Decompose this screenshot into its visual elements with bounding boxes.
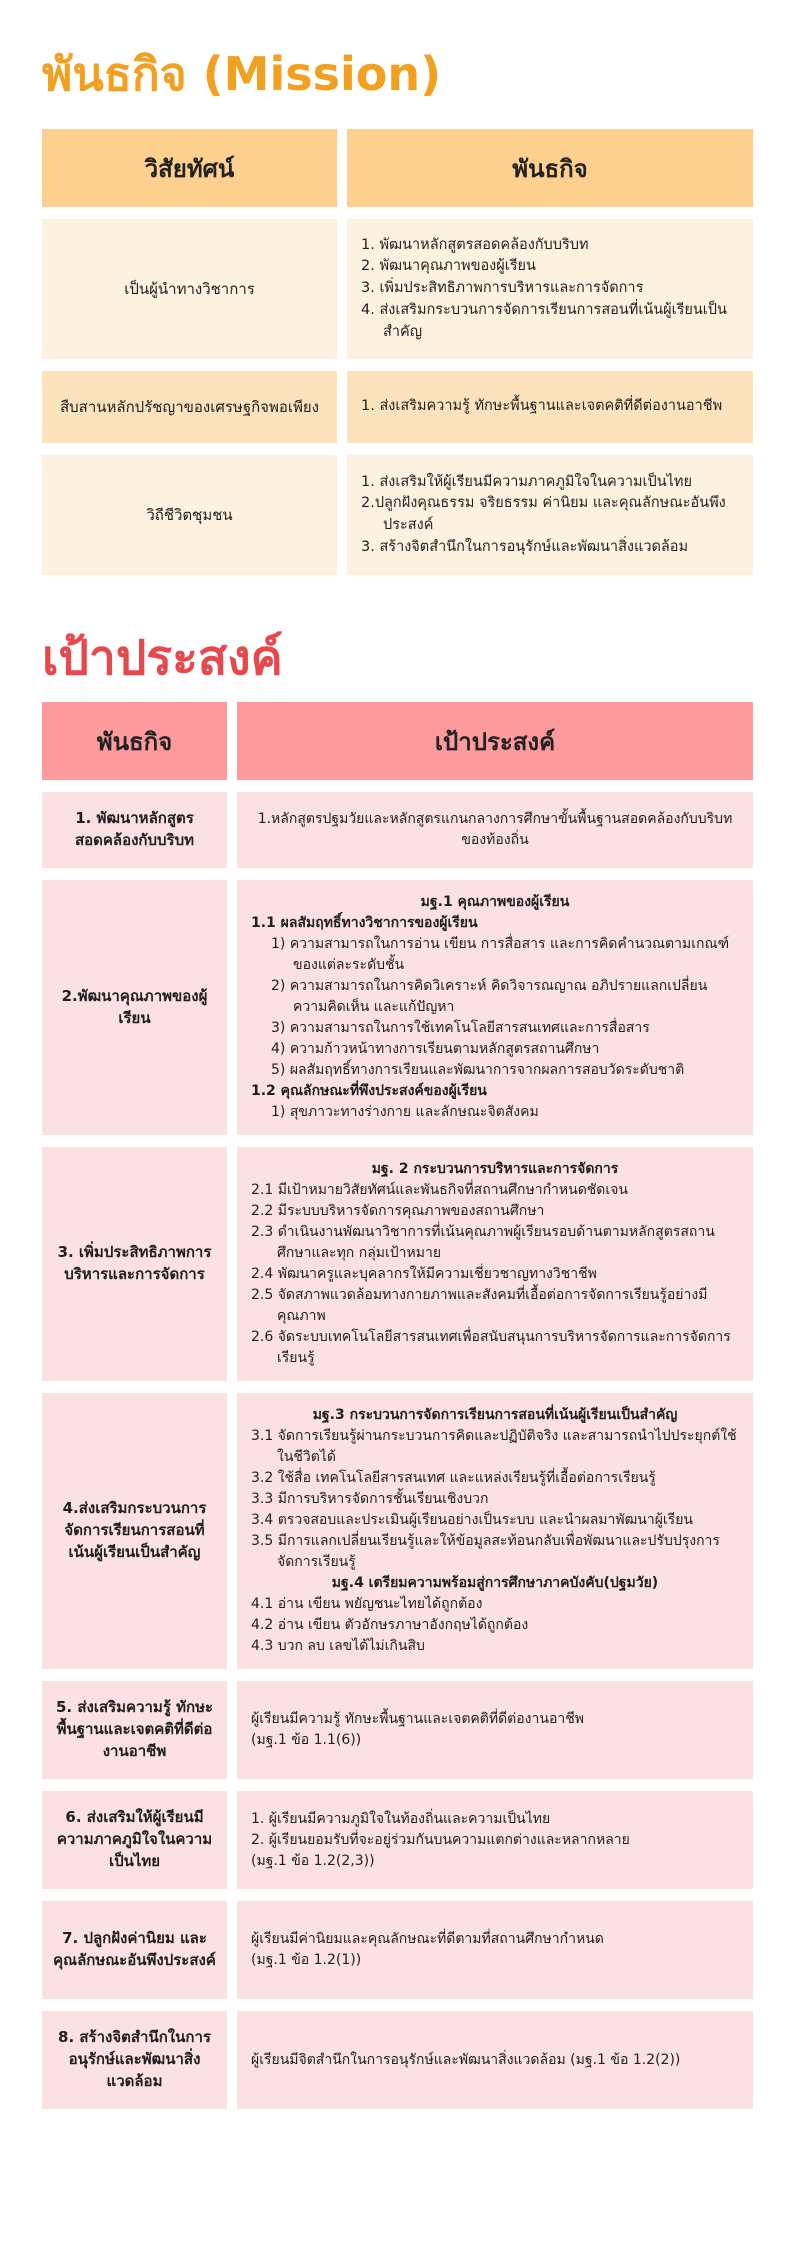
list-item: 3.4 ตรวจสอบและประเมินผู้เรียนอย่างเป็นระบบ และนำผลมาพัฒนาผู้เรียน xyxy=(251,1512,693,1528)
goal-line: (มฐ.1 ข้อ 1.1(6)) xyxy=(251,1732,362,1748)
list-item: 1. พัฒนาหลักสูตรสอดคล้องกับบริบท xyxy=(361,236,589,253)
goal-line: 1. ผู้เรียนมีความภูมิใจในท้องถิ่นและความเป็นไทย xyxy=(251,1810,551,1827)
vision-cell: เป็นผู้นำทางวิชาการ xyxy=(42,219,337,359)
goal-cell xyxy=(237,1901,753,1999)
goal-header: เป้าประสงค์ xyxy=(237,702,753,780)
goal-cell xyxy=(237,1147,753,1381)
vision-header: วิสัยทัศน์ xyxy=(42,129,337,207)
list-item: 2.1 มีเป้าหมายวิสัยทัศน์และพันธกิจที่สถานศึกษากำหนดชัดเจน xyxy=(251,1182,628,1198)
mission-header: พันธกิจ xyxy=(347,129,753,207)
list-item: 2.2 มีระบบบริหารจัดการคุณภาพของสถานศึกษา xyxy=(251,1203,545,1219)
goal-mission-cell: 2.พัฒนาคุณภาพของผู้เรียน xyxy=(42,880,227,1135)
goal-mission-cell: 6. ส่งเสริมให้ผู้เรียนมีความภาคภูมิใจในความเป็นไทย xyxy=(42,1791,227,1889)
goal-cell: 1.หลักสูตรปฐมวัยและหลักสูตรแกนกลางการศึกษาขั้นพื้นฐานสอดคล้องกับบริบทของท้องถิ่น xyxy=(237,792,753,868)
list-item: 4.2 อ่าน เขียน ตัวอักษรภาษาอังกฤษได้ถูกต้อง xyxy=(251,1617,529,1633)
mission-title: พันธกิจ (Mission) xyxy=(42,47,442,101)
goal-cell xyxy=(237,1791,753,1889)
vision-cell: สืบสานหลักปรัชญาของเศรษฐกิจพอเพียง xyxy=(42,371,337,443)
list-item: 2.4 พัฒนาครูและบุคลากรให้มีความเชี่ยวชาญทางวิชาชีพ xyxy=(251,1266,597,1282)
vision-cell: วิถีชีวิตชุมชน xyxy=(42,455,337,575)
mission-table xyxy=(32,117,763,587)
goal-mission-header: พันธกิจ xyxy=(42,702,227,780)
list-item: 3.1 จัดการเรียนรู้ผ่านกระบวนการคิดและปฏิบัติจริง และสามารถนำไปประยุกต์ใช้ในชีวิตได้ xyxy=(251,1428,737,1465)
list-item: 4) ความก้าวหน้าทางการเรียนตามหลักสูตรสถานศึกษา xyxy=(271,1041,600,1057)
goal-line: (มฐ.1 ข้อ 1.2(2,3)) xyxy=(251,1852,375,1869)
list-item: 1) สุขภาวะทางร่างกาย และลักษณะจิตสังคม xyxy=(271,1104,539,1120)
list-item: 5) ผลสัมฤทธิ์ทางการเรียนและพัฒนาการจากผลการสอบวัดระดับชาติ xyxy=(271,1062,685,1078)
list-item: 3.3 มีการบริหารจัดการชั้นเรียนเชิงบวก xyxy=(251,1491,489,1507)
standard-heading: มฐ.3 กระบวนการจัดการเรียนการสอนที่เน้นผู้เรียนเป็นสำคัญ xyxy=(312,1407,678,1423)
goal-cell xyxy=(237,1393,753,1669)
list-item: 3.2 ใช้สื่อ เทคโนโลยีสารสนเทศ และแหล่งเรียนรู้ที่เอื้อต่อการเรียนรู้ xyxy=(251,1470,656,1486)
list-item: 4.3 บวก ลบ เลขได้ไม่เกินสิบ xyxy=(251,1638,425,1654)
list-item: 2.5 จัดสภาพแวดล้อมทางกายภาพและสังคมที่เอื้อต่อการจัดการเรียนรู้อย่างมีคุณภาพ xyxy=(251,1287,708,1324)
standard-heading: มฐ. 2 กระบวนการบริหารและการจัดการ xyxy=(371,1161,619,1177)
goal-mission-cell: 5. ส่งเสริมความรู้ ทักษะพื้นฐานและเจตคติที่ดีต่องานอาชีพ xyxy=(42,1681,227,1779)
goal-line: ผู้เรียนมีจิตสำนึกในการอนุรักษ์และพัฒนาสิ่งแวดล้อม (มฐ.1 ข้อ 1.2(2)) xyxy=(251,2051,681,2068)
list-item: 2.3 ดำเนินงานพัฒนาวิชาการที่เน้นคุณภาพผู้เรียนรอบด้านตามหลักสูตรสถานศึกษาและทุก กลุ่มเป้าหมาย xyxy=(251,1224,715,1261)
list-item: 2) ความสามารถในการคิดวิเคราะห์ คิดวิจารณญาณ อภิปรายแลกเปลี่ยนความคิดเห็น และแก้ปัญหา xyxy=(271,978,708,1015)
list-item: 2. พัฒนาคุณภาพของผู้เรียน xyxy=(361,258,536,275)
list-item: 3) ความสามารถในการใช้เทคโนโลยีสารสนเทศและการสื่อสาร xyxy=(271,1020,650,1036)
goal-line: (มฐ.1 ข้อ 1.2(1)) xyxy=(251,1952,362,1968)
standard-heading: มฐ.1 คุณภาพของผู้เรียน xyxy=(420,894,570,910)
standard-heading: มฐ.4 เตรียมความพร้อมสู่การศึกษาภาคบังคับ(ปฐมวัย) xyxy=(331,1575,659,1591)
goal-cell xyxy=(237,1681,753,1779)
list-item: 3. เพิ่มประสิทธิภาพการบริหารและการจัดการ xyxy=(361,280,644,297)
list-item: 2.6 จัดระบบเทคโนโลยีสารสนเทศเพื่อสนับสนุนการบริหารจัดการและการจัดการเรียนรู้ xyxy=(251,1329,731,1366)
goal-cell xyxy=(237,2011,753,2109)
sub-heading: 1.2 คุณลักษณะที่พึงประสงค์ของผู้เรียน xyxy=(251,1083,487,1099)
list-item: 1) ความสามารถในการอ่าน เขียน การสื่อสาร และการคิดคำนวณตามเกณฑ์ของแต่ละระดับชั้น xyxy=(271,936,730,973)
mission-cell xyxy=(347,219,753,359)
goal-cell xyxy=(237,880,753,1135)
goal-mission-cell: 3. เพิ่มประสิทธิภาพการบริหารและการจัดการ xyxy=(42,1147,227,1381)
goal-title: เป้าประสงค์ xyxy=(42,630,283,686)
list-item: 1. ส่งเสริมความรู้ ทักษะพื้นฐานและเจตคติที่ดีต่องานอาชีพ xyxy=(361,398,723,415)
list-item: 4.1 อ่าน เขียน พยัญชนะไทยได้ถูกต้อง xyxy=(251,1596,483,1612)
sub-heading: 1.1 ผลสัมฤทธิ์ทางวิชาการของผู้เรียน xyxy=(251,915,478,931)
goal-line: ผู้เรียนมีค่านิยมและคุณลักษณะที่ดีตามที่สถานศึกษากำหนด xyxy=(251,1931,604,1947)
goal-mission-cell: 1. พัฒนาหลักสูตรสอดคล้องกับบริบท xyxy=(42,792,227,868)
list-item: 3. สร้างจิตสำนึกในการอนุรักษ์และพัฒนาสิ่งแวดล้อม xyxy=(361,538,689,555)
goal-mission-cell: 8. สร้างจิตสำนึกในการอนุรักษ์และพัฒนาสิ่งแวดล้อม xyxy=(42,2011,227,2109)
goal-line: 2. ผู้เรียนยอมรับที่จะอยู่ร่วมกันบนความแตกต่างและหลากหลาย xyxy=(251,1831,630,1848)
goal-mission-cell: 4.ส่งเสริมกระบวนการจัดการเรียนการสอนที่เน้นผู้เรียนเป็นสำคัญ xyxy=(42,1393,227,1669)
goal-table xyxy=(32,690,763,2121)
list-item: 4. ส่งเสริมกระบวนการจัดการเรียนการสอนที่เน้นผู้เรียนเป็นสำคัญ xyxy=(361,301,727,340)
mission-cell xyxy=(347,455,753,575)
list-item: 3.5 มีการแลกเปลี่ยนเรียนรู้และให้ข้อมูลสะท้อนกลับเพื่อพัฒนาและปรับปรุงการจัดการเรียนรู้ xyxy=(251,1533,720,1570)
goal-mission-cell: 7. ปลูกฝังค่านิยม และคุณลักษณะอันพึงประสงค์ xyxy=(42,1901,227,1999)
list-item: 2.ปลูกฝังคุณธรรม จริยธรรม ค่านิยม และคุณลักษณะอันพึงประสงค์ xyxy=(361,495,726,533)
list-item: 1. ส่งเสริมให้ผู้เรียนมีความภาคภูมิใจในความเป็นไทย xyxy=(361,473,692,490)
mission-cell xyxy=(347,371,753,443)
goal-line: ผู้เรียนมีความรู้ ทักษะพื้นฐานและเจตคติที่ดีต่องานอาชีพ xyxy=(251,1711,584,1727)
